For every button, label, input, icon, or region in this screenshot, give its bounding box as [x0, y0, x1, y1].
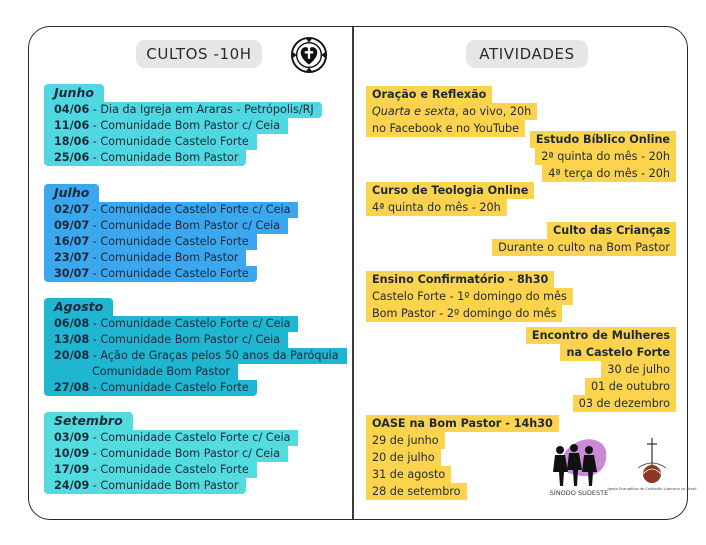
- list-item: 09/07 - Comunidade Bom Pastor c/ Ceia: [44, 218, 298, 234]
- month-title: Agosto: [44, 298, 113, 316]
- activity-oracao: Oração e Reflexão Quarta e sexta, ao vivo, 20h no Facebook e no YouTube: [366, 86, 537, 137]
- list-item: 10/09 - Comunidade Bom Pastor c/ Ceia: [44, 446, 298, 462]
- list-item: 27/08 - Comunidade Castelo Forte: [44, 380, 347, 396]
- list-item: 06/08 - Comunidade Castelo Forte c/ Ceia: [44, 316, 347, 332]
- cultos-heading: CULTOS -10H: [136, 40, 262, 68]
- list-item: 18/06 - Comunidade Castelo Forte: [44, 134, 322, 150]
- list-item: 03/09 - Comunidade Castelo Forte c/ Ceia: [44, 430, 298, 446]
- activity-encontro-mulheres: Encontro de Mulheres na Castelo Forte 30 de julho 01 de outubro 03 de dezembro: [526, 327, 676, 412]
- list-item: 13/08 - Comunidade Bom Pastor c/ Ceia: [44, 332, 347, 348]
- month-agosto: [44, 298, 347, 396]
- activity-estudo-biblico: Estudo Bíblico Online 2ª quinta do mês - 20h 4ª terça do mês - 20h: [530, 131, 676, 182]
- list-item: 11/06 - Comunidade Bom Pastor c/ Ceia: [44, 118, 322, 134]
- list-item: 23/07 - Comunidade Bom Pastor: [44, 250, 298, 266]
- svg-text:Igreja Evangélica de Confissão: Igreja Evangélica de Confissão Luterana no Brasil: [607, 487, 697, 491]
- list-item: 16/07 - Comunidade Castelo Forte: [44, 234, 298, 250]
- sinodo-sudeste-logo-icon: [544, 434, 614, 498]
- list-item: 02/07 - Comunidade Castelo Forte c/ Ceia: [44, 202, 298, 218]
- list-item: 24/09 - Comunidade Bom Pastor: [44, 478, 298, 494]
- ieclb-logo-icon: [607, 434, 697, 498]
- month-title: Junho: [44, 84, 104, 102]
- atividades-heading: ATIVIDADES: [466, 40, 588, 68]
- month-junho: [44, 84, 322, 166]
- activity-oase: OASE na Bom Pastor - 14h30 29 de junho 20 de julho 31 de agosto 28 de setembro: [366, 415, 559, 500]
- svg-text:SÍNODO SUDESTE: SÍNODO SUDESTE: [549, 489, 609, 497]
- month-title: Setembro: [44, 412, 133, 430]
- luther-rose-icon: [290, 36, 328, 74]
- column-divider: [352, 27, 354, 519]
- activity-ensino-confirmatorio: Ensino Confirmatório - 8h30 Castelo Forte - 1º domingo do mês Bom Pastor - 2º domingo do mês: [366, 271, 573, 322]
- month-setembro: [44, 412, 298, 494]
- list-item: Comunidade Bom Pastor: [44, 364, 347, 380]
- month-julho: [44, 184, 298, 282]
- activity-curso-teologia: Curso de Teologia Online 4ª quinta do mês - 20h: [366, 182, 534, 216]
- list-item: 20/08 - Ação de Graças pelos 50 anos da Paróquia: [44, 348, 347, 364]
- month-title: Julho: [44, 184, 99, 202]
- list-item: 25/06 - Comunidade Bom Pastor: [44, 150, 322, 166]
- list-item: 30/07 - Comunidade Castelo Forte: [44, 266, 298, 282]
- list-item: 17/09 - Comunidade Castelo Forte: [44, 462, 298, 478]
- activity-culto-criancas: Culto das Crianças Durante o culto na Bom Pastor: [492, 222, 676, 256]
- list-item: 04/06 - Dia da Igreja em Araras - Petrópolis/RJ: [44, 102, 322, 118]
